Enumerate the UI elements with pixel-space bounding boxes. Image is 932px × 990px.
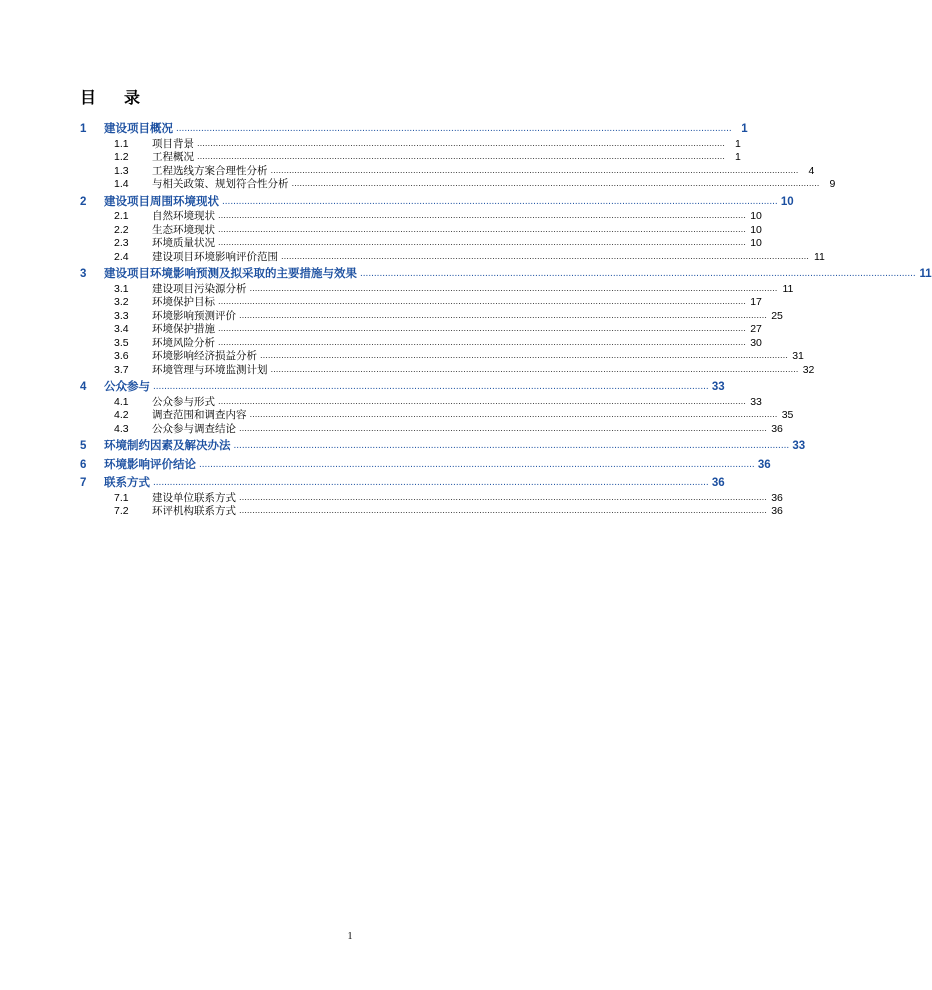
toc-leader-dots: ........................................................................................................................................................................................................ bbox=[153, 381, 709, 392]
toc-leader-dots: ........................................................................................................................................................................................................ bbox=[218, 210, 746, 221]
toc-entry-number: 3.5 bbox=[114, 336, 129, 349]
toc-leader-dots: ........................................................................................................................................................................................................ bbox=[199, 458, 755, 470]
toc-entry-number: 1.1 bbox=[114, 137, 129, 150]
toc-entry-label: 环境保护措施 bbox=[152, 323, 215, 335]
toc-entry-page: 27 bbox=[750, 323, 762, 335]
toc-entry[interactable] bbox=[78, 350, 804, 362]
toc-entry[interactable] bbox=[78, 123, 748, 136]
toc-entry[interactable] bbox=[78, 164, 815, 177]
toc-entry[interactable] bbox=[78, 237, 762, 249]
toc-entry-page: 10 bbox=[750, 210, 762, 222]
toc-entry-number: 1.2 bbox=[114, 151, 129, 163]
toc-entry-label: 建设单位联系方式 bbox=[152, 491, 236, 504]
toc-entry-label: 环境影响经济损益分析 bbox=[152, 350, 257, 362]
toc-entry-page: 11 bbox=[813, 250, 825, 263]
toc-entry-page: 36 bbox=[771, 422, 783, 435]
toc-leader-dots: ........................................................................................................................................................................................................ bbox=[218, 336, 746, 348]
toc-leader-dots: ........................................................................................................................................................................................................ bbox=[249, 282, 778, 294]
toc-entry-label: 公众参与 bbox=[104, 381, 150, 393]
toc-entry-number: 3 bbox=[80, 268, 87, 280]
toc-entry-number: 2.2 bbox=[114, 223, 129, 236]
toc-leader-dots: ........................................................................................................................................................................................................ bbox=[239, 309, 767, 321]
toc-entry-page: 10 bbox=[780, 195, 794, 208]
toc-entry-page: 11 bbox=[919, 268, 932, 280]
toc-entry-number: 5 bbox=[80, 440, 87, 452]
toc-entry-page: 33 bbox=[750, 395, 762, 408]
toc-leader-dots: ........................................................................................................................................................................................................ bbox=[153, 477, 709, 488]
toc-entry-label: 环评机构联系方式 bbox=[152, 505, 236, 517]
toc-entry-page: 11 bbox=[782, 282, 794, 295]
toc-entry-number: 4.1 bbox=[114, 395, 129, 408]
toc-entry-label: 环境制约因素及解决办法 bbox=[104, 440, 231, 452]
toc-leader-dots: ........................................................................................................................................................................................................ bbox=[222, 195, 778, 207]
toc-entry[interactable] bbox=[78, 323, 762, 335]
toc-entry[interactable] bbox=[78, 363, 815, 376]
toc-leader-dots: ........................................................................................................................................................................................................ bbox=[239, 505, 767, 516]
toc-entry[interactable] bbox=[78, 458, 771, 472]
table-of-contents bbox=[78, 123, 932, 517]
toc-entry[interactable] bbox=[78, 296, 762, 308]
toc-entry[interactable] bbox=[78, 505, 783, 517]
toc-entry-page: 35 bbox=[781, 409, 794, 421]
toc-entry-number: 2.3 bbox=[114, 237, 129, 249]
toc-leader-dots: ........................................................................................................................................................................................................ bbox=[218, 323, 746, 334]
toc-leader-dots: ........................................................................................................................................................................................................ bbox=[218, 223, 746, 235]
toc-entry[interactable] bbox=[78, 440, 806, 453]
toc-entry-label: 环境质量状况 bbox=[152, 237, 215, 249]
toc-entry[interactable] bbox=[78, 491, 783, 504]
toc-entry-page: 36 bbox=[757, 458, 771, 471]
toc-entry-number: 2.4 bbox=[114, 250, 129, 263]
toc-entry-label: 建设项目污染源分析 bbox=[152, 282, 247, 295]
toc-entry-page: 9 bbox=[829, 178, 836, 190]
toc-entry-label: 公众参与形式 bbox=[152, 395, 215, 408]
toc-entry-page: 1 bbox=[735, 137, 741, 150]
toc-entry[interactable] bbox=[78, 223, 762, 236]
toc-entry[interactable] bbox=[78, 477, 725, 490]
toc-leader-dots: ........................................................................................................................................................................................................ bbox=[291, 178, 820, 189]
toc-entry-number: 4 bbox=[80, 381, 87, 393]
toc-leader-dots: ........................................................................................................................................................................................................ bbox=[218, 395, 746, 407]
toc-leader-dots: ........................................................................................................................................................................................................ bbox=[233, 440, 790, 451]
toc-entry-number: 7 bbox=[80, 477, 87, 489]
toc-entry-number: 7.2 bbox=[114, 505, 129, 517]
toc-leader-dots: ........................................................................................................................................................................................................ bbox=[197, 151, 725, 162]
toc-entry-page: 10 bbox=[750, 223, 762, 236]
toc-entry-number: 7.1 bbox=[114, 491, 129, 504]
toc-entry-label: 项目背景 bbox=[152, 137, 194, 150]
toc-entry-page: 32 bbox=[802, 363, 815, 376]
toc-entry-label: 建设项目周围环境现状 bbox=[104, 195, 219, 208]
toc-entry-number: 3.1 bbox=[114, 282, 129, 295]
toc-entry[interactable] bbox=[78, 178, 836, 190]
toc-entry-page: 33 bbox=[711, 381, 725, 393]
toc-leader-dots: ........................................................................................................................................................................................................ bbox=[281, 250, 809, 262]
toc-entry-number: 3.3 bbox=[114, 309, 129, 322]
toc-entry[interactable] bbox=[78, 309, 783, 322]
toc-leader-dots: ........................................................................................................................................................................................................ bbox=[239, 491, 767, 503]
toc-entry-page: 4 bbox=[808, 164, 815, 177]
toc-leader-dots: ........................................................................................................................................................................................................ bbox=[218, 296, 746, 307]
toc-entry-number: 1.4 bbox=[114, 178, 129, 190]
toc-leader-dots: ........................................................................................................................................................................................................ bbox=[218, 237, 746, 248]
toc-entry-page: 30 bbox=[750, 336, 762, 349]
toc-entry-label: 自然环境现状 bbox=[152, 210, 215, 222]
toc-entry-page: 36 bbox=[771, 491, 783, 504]
toc-entry-label: 建设项目环境影响预测及拟采取的主要措施与效果 bbox=[104, 268, 357, 280]
toc-entry-page: 25 bbox=[771, 309, 783, 322]
toc-entry-page: 1 bbox=[741, 123, 748, 135]
toc-entry-number: 3.7 bbox=[114, 363, 129, 376]
toc-entry-label: 建设项目环境影响评价范围 bbox=[152, 250, 278, 263]
toc-entry[interactable] bbox=[78, 137, 741, 150]
toc-leader-dots: ........................................................................................................................................................................................................ bbox=[239, 422, 767, 434]
toc-leader-dots: ........................................................................................................................................................................................................ bbox=[270, 164, 799, 176]
toc-entry-number: 1 bbox=[80, 123, 87, 135]
toc-entry-number: 3.2 bbox=[114, 296, 129, 308]
toc-entry[interactable] bbox=[78, 381, 725, 394]
toc-entry-label: 建设项目概况 bbox=[104, 123, 173, 135]
toc-entry-label: 工程选线方案合理性分析 bbox=[152, 164, 268, 177]
toc-entry-number: 3.6 bbox=[114, 350, 129, 362]
toc-entry[interactable] bbox=[78, 336, 762, 349]
toc-entry-page: 1 bbox=[735, 151, 741, 163]
toc-entry-label: 与相关政策、规划符合性分析 bbox=[152, 178, 289, 190]
toc-entry[interactable] bbox=[78, 282, 794, 295]
toc-entry[interactable] bbox=[78, 409, 794, 421]
toc-entry-number: 2.1 bbox=[114, 210, 129, 222]
toc-entry-label: 环境风险分析 bbox=[152, 336, 215, 349]
toc-entry-label: 环境保护目标 bbox=[152, 296, 215, 308]
toc-entry-label: 公众参与调查结论 bbox=[152, 422, 236, 435]
toc-entry[interactable] bbox=[78, 210, 762, 222]
toc-entry-label: 工程概况 bbox=[152, 151, 194, 163]
toc-entry-page: 36 bbox=[711, 477, 725, 489]
page-number: 1 bbox=[347, 931, 353, 942]
toc-entry-page: 31 bbox=[792, 350, 804, 362]
toc-entry-label: 联系方式 bbox=[104, 477, 150, 489]
toc-entry-page: 33 bbox=[792, 440, 806, 452]
toc-entry-number: 4.2 bbox=[114, 409, 129, 421]
toc-entry-number: 4.3 bbox=[114, 422, 129, 435]
toc-leader-dots: ........................................................................................................................................................................................................ bbox=[270, 363, 799, 375]
toc-leader-dots: ........................................................................................................................................................................................................ bbox=[197, 137, 725, 149]
toc-entry-label: 环境影响预测评价 bbox=[152, 309, 236, 322]
toc-entry[interactable] bbox=[78, 395, 762, 408]
toc-entry[interactable] bbox=[78, 268, 932, 281]
toc-entry-number: 3.4 bbox=[114, 323, 129, 335]
toc-entry-page: 10 bbox=[750, 237, 762, 249]
toc-entry-label: 环境管理与环境监测计划 bbox=[152, 363, 268, 376]
toc-entry[interactable] bbox=[78, 250, 825, 263]
toc-leader-dots: ........................................................................................................................................................................................................ bbox=[360, 268, 916, 279]
toc-entry-number: 2 bbox=[80, 195, 87, 208]
toc-entry[interactable] bbox=[78, 195, 794, 209]
toc-leader-dots: ........................................................................................................................................................................................................ bbox=[176, 123, 732, 134]
toc-entry-page: 17 bbox=[750, 296, 762, 308]
toc-entry-label: 调查范围和调查内容 bbox=[152, 409, 247, 421]
toc-entry-label: 环境影响评价结论 bbox=[104, 458, 196, 471]
toc-entry-label: 生态环境现状 bbox=[152, 223, 215, 236]
page-title: 目 录 bbox=[80, 90, 147, 107]
toc-leader-dots: ........................................................................................................................................................................................................ bbox=[260, 350, 788, 361]
toc-entry-number: 1.3 bbox=[114, 164, 129, 177]
toc-entry-number: 6 bbox=[80, 458, 87, 471]
toc-entry-page: 36 bbox=[771, 505, 783, 517]
toc-leader-dots: ........................................................................................................................................................................................................ bbox=[249, 409, 778, 420]
toc-entry[interactable] bbox=[78, 422, 783, 435]
toc-entry[interactable] bbox=[78, 151, 741, 163]
